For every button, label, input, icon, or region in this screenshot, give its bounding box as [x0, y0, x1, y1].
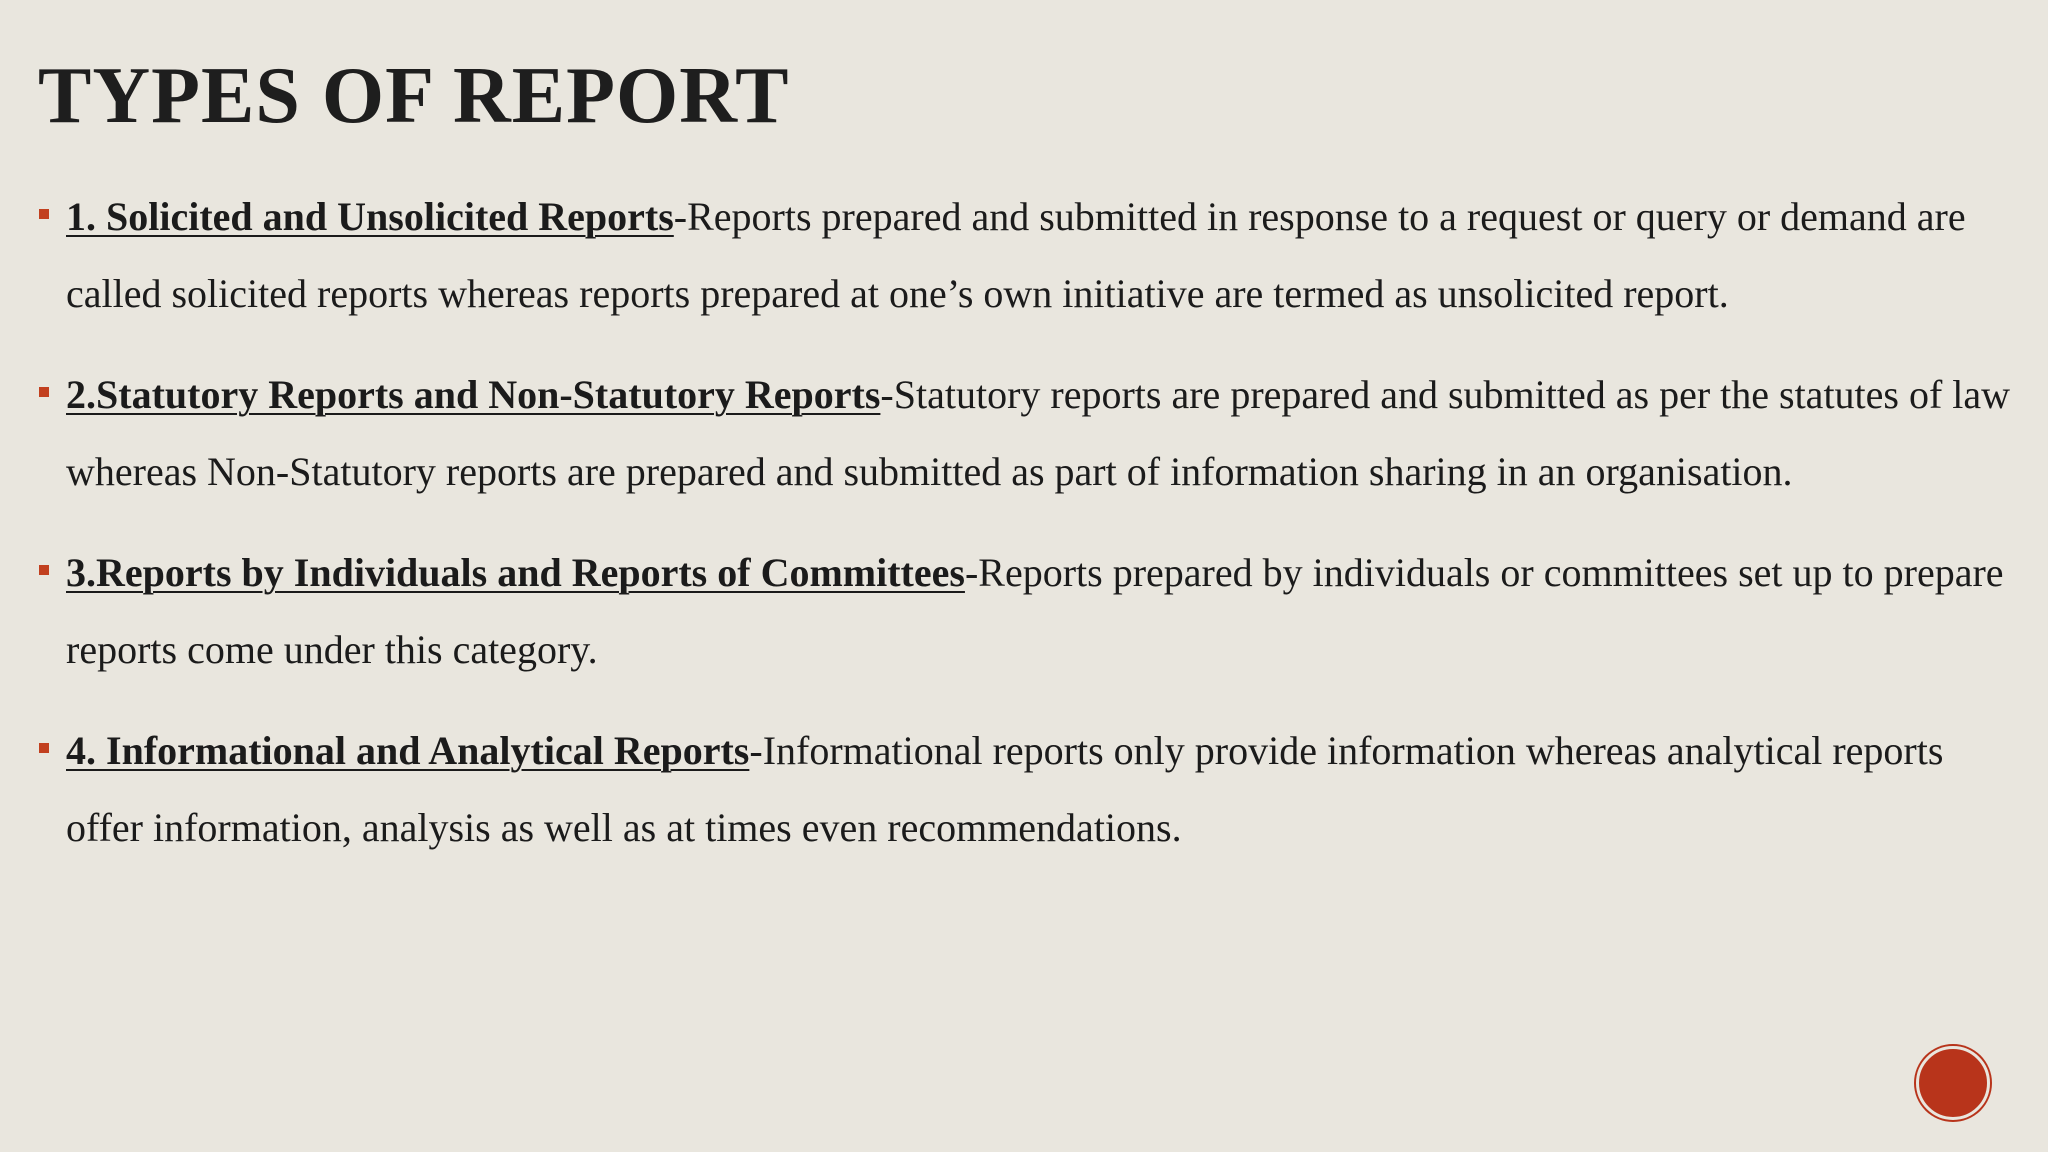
bullet-item-individual-committee-reports	[66, 534, 2016, 688]
square-bullet-icon	[39, 209, 49, 219]
bullet-heading: 1. Solicited and Unsolicited Reports	[66, 194, 674, 239]
square-bullet-icon	[39, 743, 49, 753]
bullet-heading: 2.Statutory Reports and Non-Statutory Reports	[66, 372, 881, 417]
bullet-separator: -	[749, 728, 763, 773]
square-bullet-icon	[39, 565, 49, 575]
bullet-body: Reports prepared by individuals or committees set up to prepare reports come under this category.	[66, 550, 2004, 672]
bullet-heading: 3.Reports by Individuals and Reports of Committees	[66, 550, 965, 595]
square-bullet-icon	[39, 387, 49, 397]
bullet-separator: -	[964, 550, 979, 595]
bullet-body: Reports prepared and submitted in response to a request or query or demand are called solicited reports whereas reports prepared at one’s own initiative are termed as unsolicited report.	[66, 194, 1966, 316]
bullet-item-solicited-reports	[66, 178, 2016, 332]
bullet-body: Informational reports only provide information whereas analytical reports offer information, analysis as well as at times even recommendations.	[66, 728, 1944, 850]
bullet-heading: 4. Informational and Analytical Reports	[66, 728, 750, 773]
bullet-item-statutory-reports	[66, 356, 2016, 510]
slide-title: TYPES OF REPORT	[38, 52, 790, 140]
bullet-item-informational-analytical-reports	[66, 712, 2016, 866]
decorative-circle-icon	[1916, 1046, 1990, 1120]
bullet-separator: -	[673, 194, 688, 239]
bullet-separator: -	[880, 372, 894, 417]
bullet-body: Statutory reports are prepared and submitted as per the statutes of law whereas Non-Statutory reports are prepared and submitted as part of information sharing in an organisation.	[66, 372, 2011, 494]
bullet-list	[66, 178, 2016, 890]
